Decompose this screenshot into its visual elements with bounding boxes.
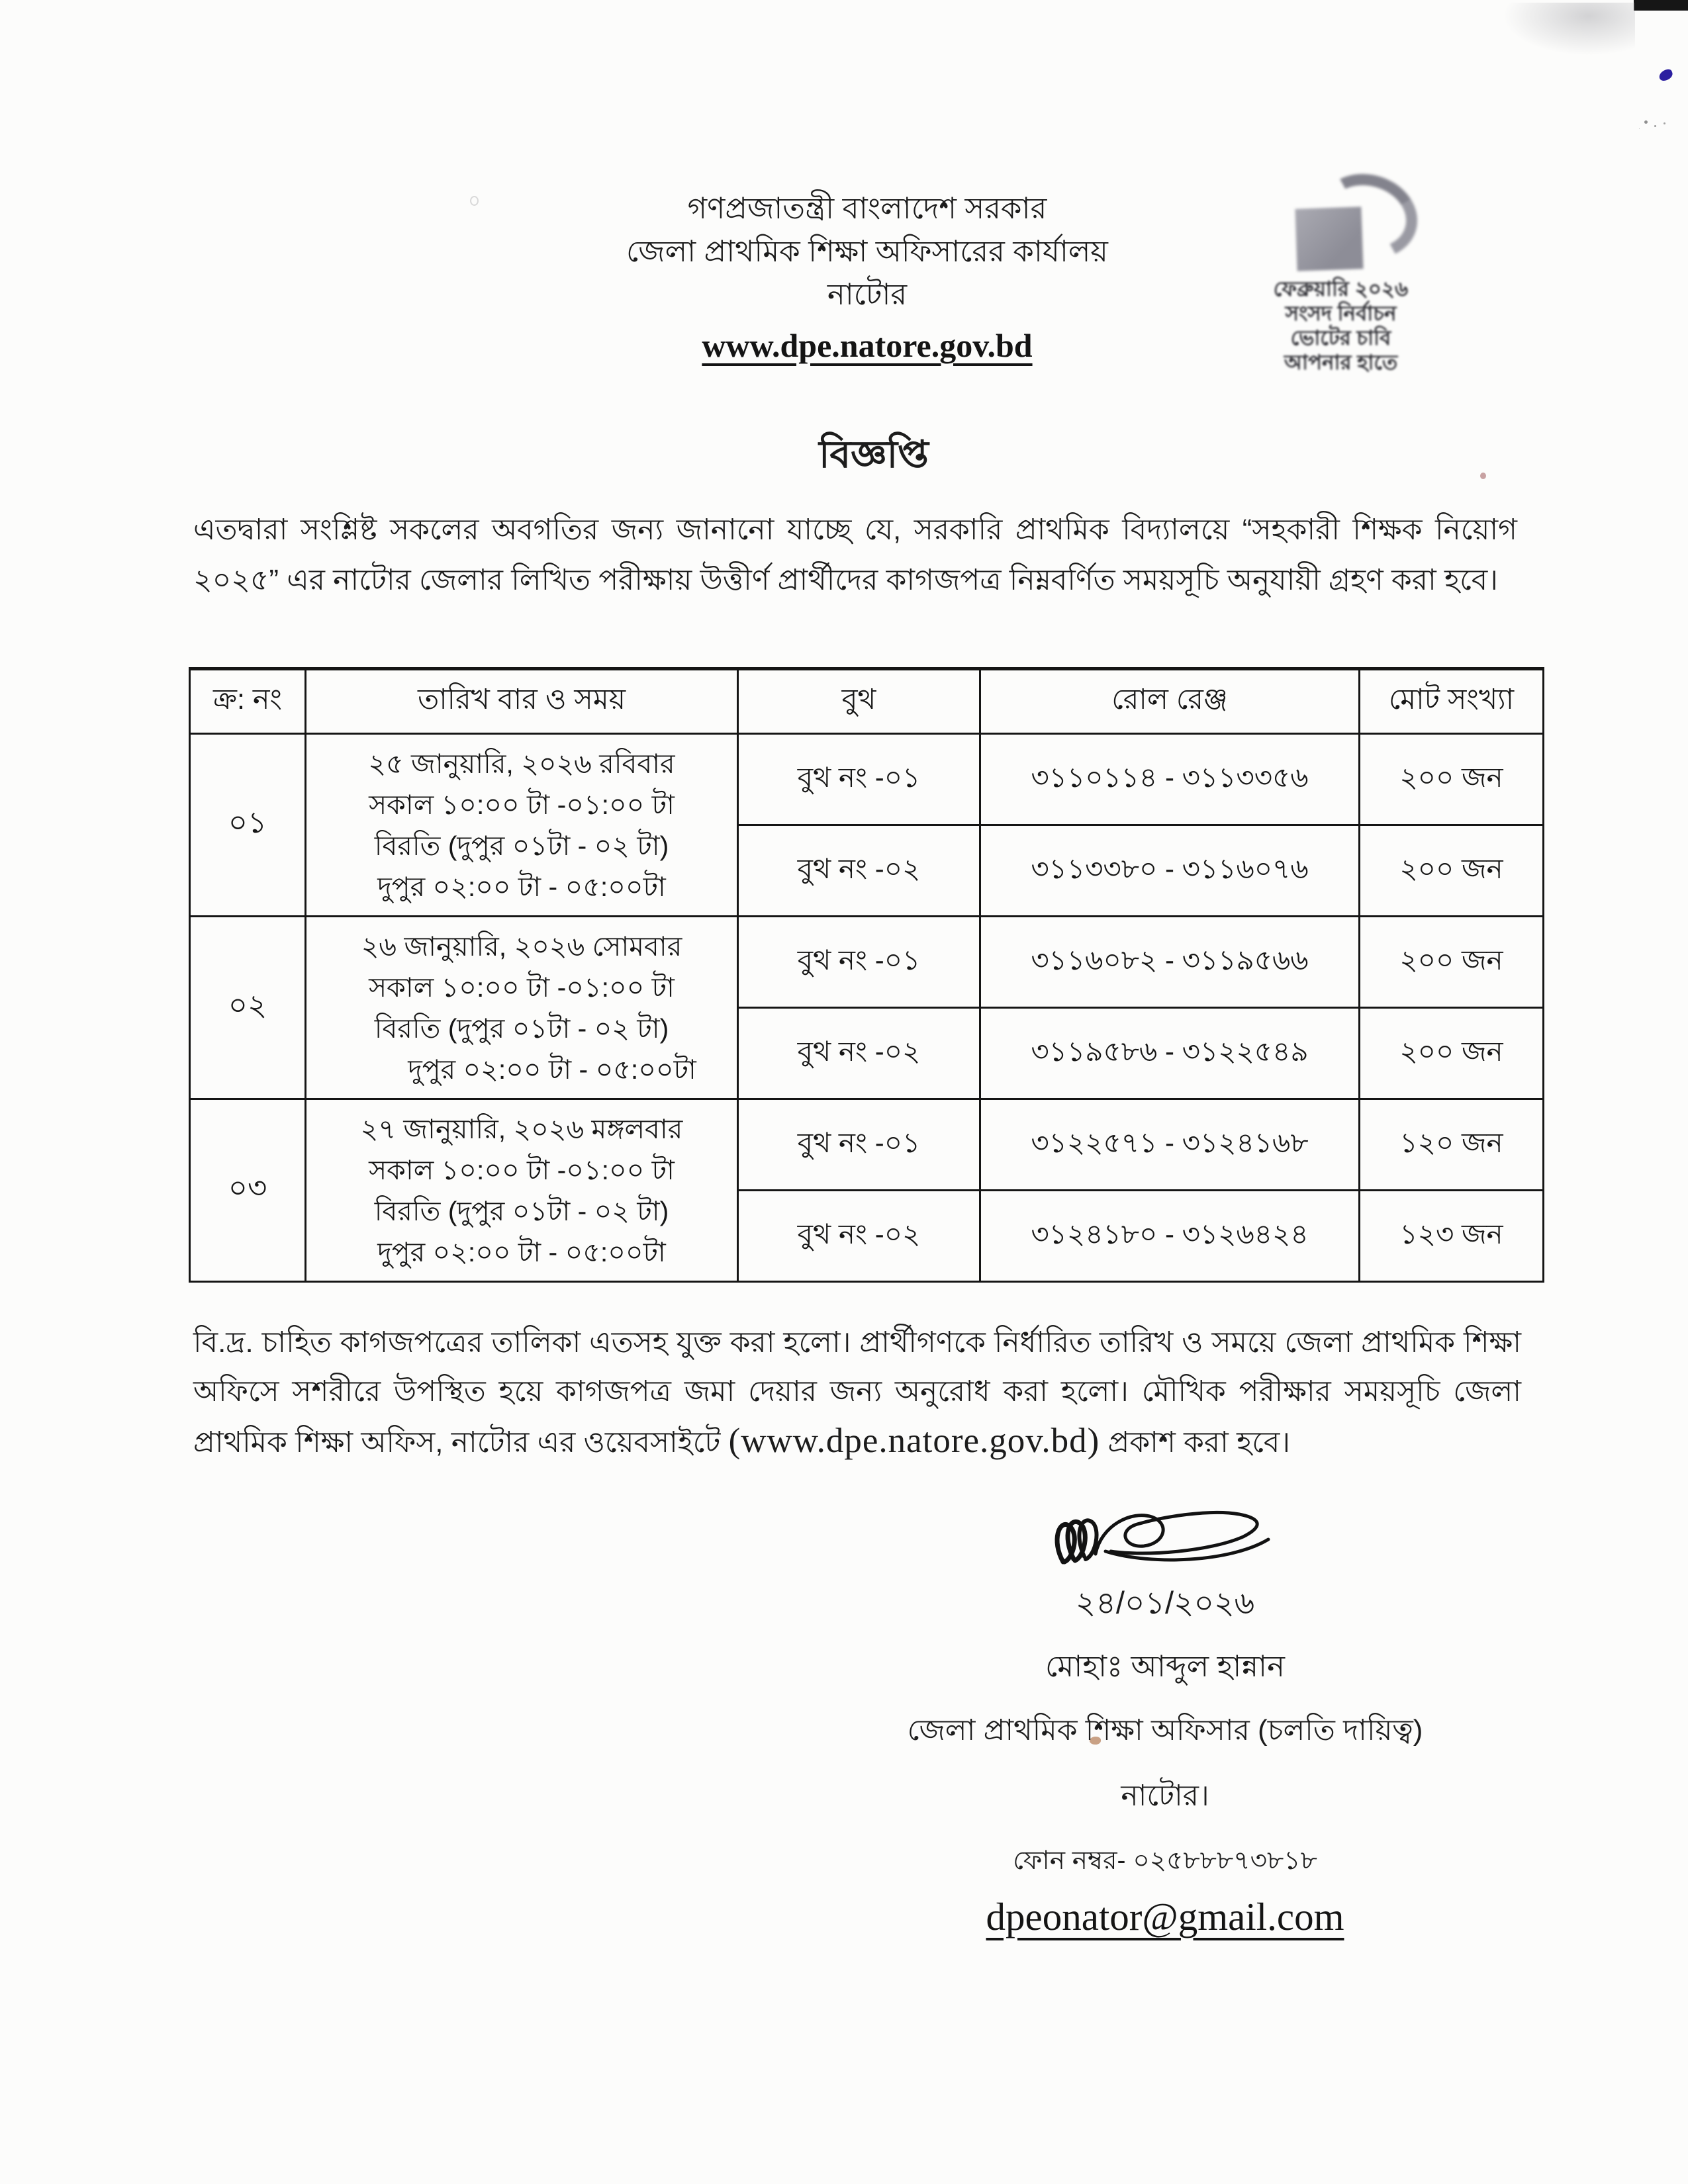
signature-scribble — [1033, 1488, 1297, 1587]
officer-district: নাটোর। — [1121, 1780, 1209, 1812]
booth-label: বুথ নং -০১ — [738, 917, 980, 1008]
schedule-table — [189, 667, 1544, 1283]
scan-artifact-corner-band — [1634, 0, 1688, 11]
date-line: সকাল ১০:০০ টা -০১:০০ টা — [369, 789, 675, 820]
ballot-box-icon — [1295, 206, 1363, 271]
roll-range: ৩১১৩৩৮০ - ৩১১৬০৭৬ — [980, 825, 1360, 917]
table-header-row — [190, 669, 1544, 734]
officer-designation: জেলা প্রাথমিক শিক্ষা অফিসার (চলতি দায়িত্ব) — [907, 1714, 1423, 1747]
scan-artifact-smudge — [1503, 3, 1635, 56]
government-name: গণপ্রজাতন্ত্রী বাংলাদেশ সরকার — [687, 191, 1047, 225]
roll-range: ৩১২২৫৭১ - ৩১২৪১৬৮ — [980, 1099, 1360, 1191]
election-seal-logo — [1270, 176, 1412, 376]
date-line: ২৭ জানুয়ারি, ২০২৬ মঙ্গলবার — [360, 1113, 683, 1144]
note-text: প্রকাশ করা হবে। — [1100, 1426, 1291, 1459]
date-line: দুপুর ০২:০০ টা - ০৫:০০টা — [408, 1054, 696, 1085]
date-line: বিরতি (দুপুর ০১টা - ০২ টা) — [374, 830, 669, 861]
date-line: বিরতি (দুপুর ০১টা - ০২ টা) — [374, 1195, 669, 1226]
date-line: সকাল ১০:০০ টা -০১:০০ টা — [369, 972, 675, 1003]
booth-label: বুথ নং -০২ — [738, 1191, 980, 1282]
seal-text-line: সংসদ নির্বাচন — [1285, 302, 1397, 325]
date-line: ২৫ জানুয়ারি, ২০২৬ রবিবার — [368, 748, 675, 779]
date-line: দুপুর ০২:০০ টা - ০৫:০০টা — [377, 1236, 666, 1267]
date-line: সকাল ১০:০০ টা -০১:০০ টা — [369, 1154, 675, 1185]
table-row — [190, 1099, 1544, 1191]
date-line: দুপুর ০২:০০ টা - ০৫:০০টা — [377, 871, 666, 902]
note-website-link: (www.dpe.natore.gov.bd) — [728, 1422, 1100, 1460]
date-cell — [306, 734, 738, 917]
total-count: ১২০ জন — [1360, 1099, 1544, 1191]
roll-range: ৩১১০১১৪ - ৩১১৩৩৫৬ — [980, 734, 1360, 825]
column-header-total: মোট সংখ্যা — [1360, 669, 1544, 734]
column-header-date: তারিখ বার ও সময় — [306, 669, 738, 734]
note-paragraph — [193, 1318, 1521, 1467]
total-count: ২০০ জন — [1360, 1008, 1544, 1099]
intro-paragraph: এতদ্বারা সংশ্লিষ্ট সকলের অবগতির জন্য জানানো যাচ্ছে যে, সরকারি প্রাথমিক বিদ্যালয়ে “সহকারী শিক্ষক নিয়োগ ২০২৫” এর নাটোর জেলার লিখিত পরীক্ষায় উত্তীর্ণ প্রার্থীদের কাগজপত্র নিম্নবর্ণিত সময়সূচি অনুযায়ী গ্রহণ করা হবে। — [193, 514, 1517, 596]
seal-text-line: ভোটের চাবি — [1290, 326, 1391, 349]
date-line: বিরতি (দুপুর ০১টা - ০২ টা) — [374, 1013, 669, 1044]
office-website-link: www.dpe.natore.gov.bd — [702, 327, 1033, 364]
column-header-serial: ক্র: নং — [190, 669, 306, 734]
roll-range: ৩১১৯৫৮৬ - ৩১২২৫৪৯ — [980, 1008, 1360, 1099]
note-text: বি.দ্র. চাহিত কাগজপত্রের তালিকা এতসহ যুক্ত করা হলো। প্রার্থীগণকে নির্ধারিত তারিখ ও সময়ে জেলা প্রাথমিক শিক্ষা অফিসে সশরীরে উপস্থিত হয়ে কাগজপত্র জমা দেয়ার জন্য অনুরোধ করা হলো। মৌখিক পরীক্ষার সময়সূচি জেলা প্রাথমিক শিক্ষা অফিস, নাটোর এর ওয়েবসাইটে — [193, 1326, 1521, 1459]
roll-range: ৩১২৪১৮০ - ৩১২৬৪২৪ — [980, 1191, 1360, 1282]
scan-artifact-ink-speck — [1658, 68, 1674, 83]
roll-range: ৩১১৬০৮২ - ৩১১৯৫৬৬ — [980, 917, 1360, 1008]
date-cell — [306, 1099, 738, 1282]
office-phone: ফোন নম্বর- ০২৫৮৮৮৭৩৮১৮ — [1013, 1846, 1317, 1875]
district-name: নাটোর — [827, 277, 908, 311]
serial-cell: ০১ — [190, 734, 306, 917]
total-count: ১২৩ জন — [1360, 1191, 1544, 1282]
column-header-roll: রোল রেঞ্জ — [980, 669, 1360, 734]
seal-text-line: ফেব্রুয়ারি ২০২৬ — [1273, 277, 1409, 300]
seal-text-line: আপনার হাতে — [1284, 351, 1398, 374]
serial-cell: ০৩ — [190, 1099, 306, 1282]
booth-label: বুথ নং -০২ — [738, 1008, 980, 1099]
date-cell — [306, 917, 738, 1099]
date-line: ২৬ জানুয়ারি, ২০২৬ সোমবার — [361, 931, 682, 962]
column-header-booth: বুথ — [738, 669, 980, 734]
signature-date: ২৪/০১/২০২৬ — [1075, 1585, 1255, 1620]
scan-artifact-dots — [1644, 120, 1648, 124]
office-email: dpeonator@gmail.com — [986, 1895, 1344, 1938]
serial-cell: ০২ — [190, 917, 306, 1099]
signature-block — [867, 1488, 1463, 1940]
office-name: জেলা প্রাথমিক শিক্ষা অফিসারের কার্যালয় — [626, 234, 1108, 268]
seal-text — [1270, 277, 1412, 375]
booth-label: বুথ নং -০১ — [738, 734, 980, 825]
table-row — [190, 917, 1544, 1008]
table-row — [190, 734, 1544, 825]
total-count: ২০০ জন — [1360, 825, 1544, 917]
total-count: ২০০ জন — [1360, 734, 1544, 825]
officer-name: মোহাঃ আব্দুল হান্নান — [1045, 1649, 1285, 1683]
notice-title: বিজ্ঞপ্তি — [819, 433, 929, 476]
total-count: ২০০ জন — [1360, 917, 1544, 1008]
booth-label: বুথ নং -০১ — [738, 1099, 980, 1191]
booth-label: বুথ নং -০২ — [738, 825, 980, 917]
